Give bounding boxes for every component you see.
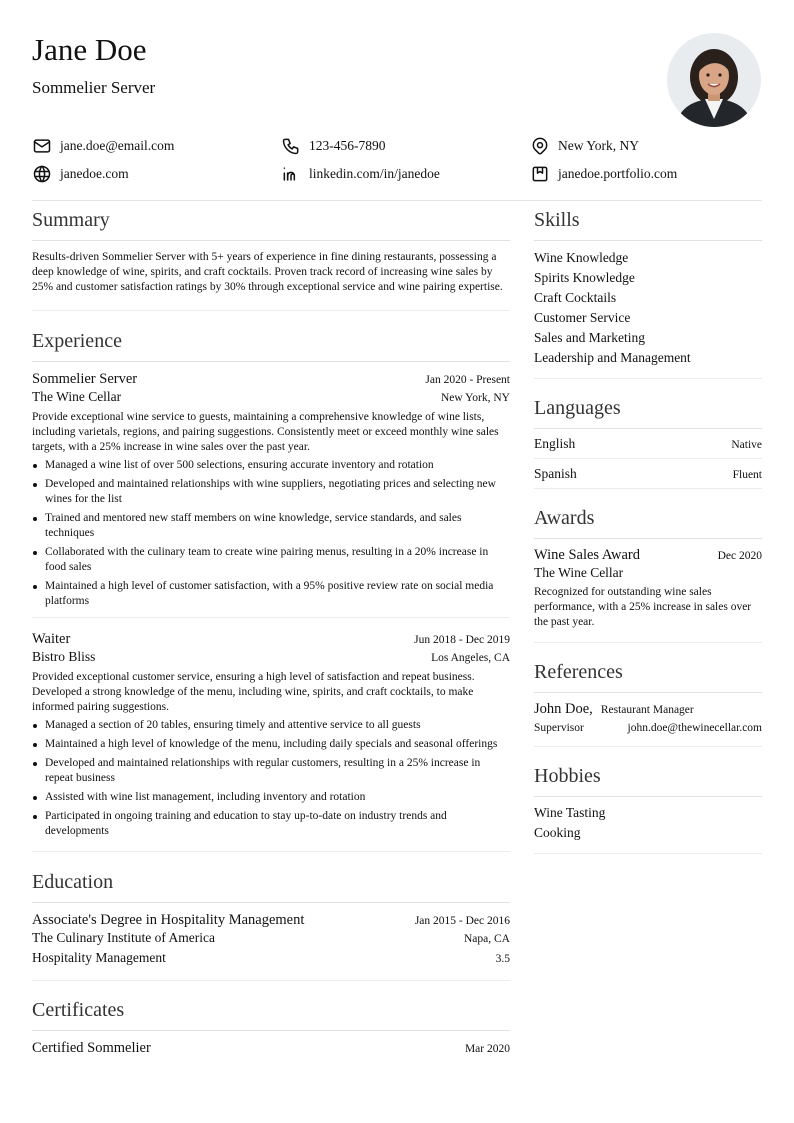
job-bullets [32,458,510,609]
list-item: Developed and maintained relationships with wine suppliers, negotiating prices and selecting new wines for the list [32,477,510,507]
skill-item: Leadership and Management [534,350,691,365]
job-bullets [32,718,510,839]
list-item: Trained and mentored new staff members on wine knowledge, service standards, and sales techniques [32,511,510,541]
languages-heading: Languages [534,395,762,429]
language-level: Native [731,439,762,451]
contact-portfolio[interactable] [530,164,677,184]
hobby-item: Cooking [534,825,581,840]
list-item: Assisted with wine list management, including inventory and rotation [32,790,510,805]
candidate-name: Jane Doe [32,32,147,67]
hobbies-section [534,763,762,854]
contact-website[interactable] [32,164,129,184]
map-pin-icon [530,136,550,156]
award-description: Recognized for outstanding wine sales performance, with a 25% increase in sales over the past year. [534,586,752,628]
list-item: Maintained a high level of knowledge of the menu, including daily specials and seasonal offerings [32,737,510,752]
award-date: Dec 2020 [717,550,762,562]
list-item: Developed and maintained relationships with regular customers, resulting in a 25% increase in repeat business [32,756,510,786]
language-name: Spanish [534,466,577,481]
certificates-heading: Certificates [32,997,510,1031]
education-section [32,869,510,981]
email-text[interactable]: jane.doe@email.com [60,138,175,153]
globe-icon [32,164,52,184]
job-description: Provided exceptional customer service, ensuring a high level of satisfaction and repeat business. Developed a strong knowledge of the menu, including wine, spirits, and craft cocktails, to make informed pairing suggestions. [32,671,475,713]
reference-email[interactable]: john.doe@thewinecellar.com [627,722,762,734]
job-title: Waiter [32,631,71,647]
language-name: English [534,436,576,451]
education-heading: Education [32,869,510,903]
skill-item: Customer Service [534,310,631,325]
skills-section [534,207,762,379]
school-name: The Culinary Institute of America [32,930,215,945]
section-divider [534,746,762,747]
list-item: Collaborated with the culinary team to create wine pairing menus, resulting in a 20% increase in food sales [32,545,510,575]
section-divider [32,310,510,311]
skill-item: Wine Knowledge [534,250,629,265]
reference-name: John Doe, [534,701,593,717]
section-divider [534,378,762,379]
linkedin-text[interactable]: linkedin.com/in/janedoe [309,166,440,181]
education-date: Jan 2015 - Dec 2016 [414,915,510,927]
job-entry [32,618,510,839]
certificate-date: Mar 2020 [464,1043,510,1055]
experience-heading: Experience [32,328,510,362]
language-level: Fluent [732,469,762,481]
summary-section [32,207,510,311]
awards-heading: Awards [534,505,762,539]
section-divider [32,851,510,852]
awards-section [534,505,762,643]
main-column [32,207,510,1057]
phone-text[interactable]: 123-456-7890 [309,138,386,153]
list-item: Managed a section of 20 tables, ensuring timely and attentive service to all guests [32,718,510,733]
summary-heading: Summary [32,207,510,241]
references-section [534,659,762,747]
header-divider [32,200,762,201]
languages-section [534,395,762,489]
references-heading: References [534,659,762,693]
location-text: New York, NY [558,138,640,153]
section-divider [534,853,762,854]
skills-list [534,241,762,378]
hobbies-heading: Hobbies [534,763,762,797]
language-row [534,429,762,459]
skill-item: Sales and Marketing [534,330,645,345]
summary-text: Results-driven Sommelier Server with 5+ years of experience in fine dining restaurants, possessing a deep knowledge of wine, spirits, and craft cocktails. Proven track record of increasing wine sales by 25% and customer satisfaction ratings by 30% through exceptional service and wine pairing expertise. [32,251,503,293]
contact-email[interactable] [32,136,174,156]
side-column [534,207,762,854]
certificates-section [32,997,510,1057]
award-organization: The Wine Cellar [534,565,624,580]
job-date: Jun 2018 - Dec 2019 [414,634,510,646]
bookmark-icon [530,164,550,184]
award-name: Wine Sales Award [534,547,641,563]
job-title: Sommelier Server [32,371,138,387]
job-location: New York, NY [440,392,510,404]
hobby-item: Wine Tasting [534,805,606,820]
experience-section [32,328,510,852]
job-description: Provide exceptional wine service to guests, maintaining a comprehensive knowledge of wine lists, including varietals, regions, and pairing suggestions. Consistently meet or exceed monthly wine sales targets, with a 25% increase in wine sales over the past year. [32,411,499,453]
job-entry [32,362,510,609]
avatar-illustration [667,33,761,127]
list-item: Maintained a high level of customer satisfaction, with a 95% positive review rate on social media platforms [32,579,510,609]
reference-relation: Supervisor [534,722,584,734]
certificate-name: Certified Sommelier [32,1040,151,1056]
skill-item: Craft Cocktails [534,290,617,305]
degree-name: Associate's Degree in Hospitality Management [32,912,305,928]
phone-icon [281,136,301,156]
job-date: Jan 2020 - Present [425,374,510,386]
field-of-study: Hospitality Management [32,950,166,965]
mail-icon [32,136,52,156]
list-item: Managed a wine list of over 500 selections, ensuring accurate inventory and rotation [32,458,510,473]
gpa-value: 3.5 [495,953,510,965]
website-text[interactable]: janedoe.com [60,166,129,181]
linkedin-icon [281,164,301,184]
job-company: The Wine Cellar [32,389,122,404]
language-row [534,459,762,489]
school-location: Napa, CA [464,933,510,945]
candidate-role: Sommelier Server [32,78,156,97]
skill-item: Spirits Knowledge [534,270,635,285]
list-item: Participated in ongoing training and education to stay up-to-date on industry trends and developments [32,809,510,839]
reference-role: Restaurant Manager [600,704,694,716]
skills-heading: Skills [534,207,762,241]
section-divider [32,980,510,981]
job-location: Los Angeles, CA [431,652,510,664]
contact-phone[interactable] [281,136,386,156]
job-company: Bistro Bliss [32,649,96,664]
portfolio-text[interactable]: janedoe.portfolio.com [558,166,678,181]
contact-location [530,136,639,156]
profile-photo [667,33,761,127]
section-divider [534,642,762,643]
contact-linkedin[interactable] [281,164,440,184]
